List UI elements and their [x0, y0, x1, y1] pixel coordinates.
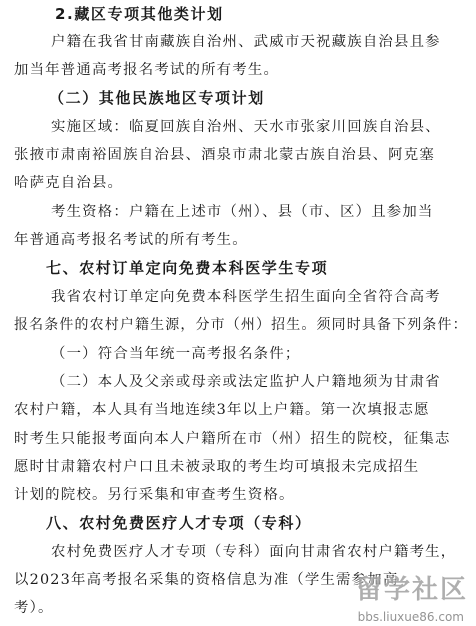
paragraph-line: 农村免费医疗人才专项（专科）面向甘肃省农村户籍考生， — [51, 544, 457, 560]
paragraph-line: 农村户籍，本人具有当地连续3年以上户籍。第一次填报志愿 — [14, 402, 430, 418]
paragraph-line: 计划的院校。另行采集和审查考生资格。 — [14, 487, 295, 503]
watermark-url: bbs.liuxue86.com — [357, 610, 464, 624]
paragraph-line: 年普通高考报名考试的所有考生。 — [14, 232, 248, 248]
paragraph-line: （一）符合当年统一高考报名条件； — [51, 346, 301, 362]
section-heading: 七、农村订单定向免费本科医学生专项 — [46, 259, 329, 277]
paragraph-line: 哈萨克自治县。 — [14, 175, 124, 191]
paragraph-line: 我省农村订单定向免费本科医学生招生面向全省符合高考 — [51, 289, 441, 305]
paragraph-line: 考生资格：户籍在上述市（州）、县（市、区）且参加当 — [51, 204, 434, 220]
paragraph-line: 张掖市肃南裕固族自治县、酒泉市肃北蒙古族自治县、阿克塞 — [14, 147, 435, 163]
paragraph-line: 考）。 — [14, 600, 54, 616]
paragraph-line: 以2023年高考报名采集的资格信息为准（学生需参加高 — [14, 572, 399, 588]
sub-heading: （二）其他民族地区专项计划 — [49, 89, 265, 107]
paragraph-line: 报名条件的农村户籍生源，分市（州）招生。须同时具备下列条件： — [14, 317, 468, 333]
paragraph-line: 实施区域：临夏回族自治州、天水市张家川回族自治县、 — [51, 119, 441, 135]
paragraph-line: 加当年普通高考报名考试的所有考生。 — [14, 62, 280, 78]
paragraph-line: 户籍在我省甘南藏族自治州、武威市天祝藏族自治县且参 — [51, 34, 441, 50]
watermark-logo: 留学社区 — [355, 575, 468, 605]
section-heading: 2.藏区专项其他类计划 — [55, 5, 224, 23]
paragraph-line: 愿时甘肃籍农村户口且未被录取的考生均可填报未完成招生 — [14, 459, 420, 475]
paragraph-line: （二）本人及父亲或母亲或法定监护人户籍地须为甘肃省 — [51, 374, 441, 390]
section-heading: 八、农村免费医疗人才专项（专科） — [46, 514, 312, 532]
paragraph-line: 时考生只能报考面向本人户籍所在市（州）招生的院校，征集志 — [14, 431, 451, 447]
